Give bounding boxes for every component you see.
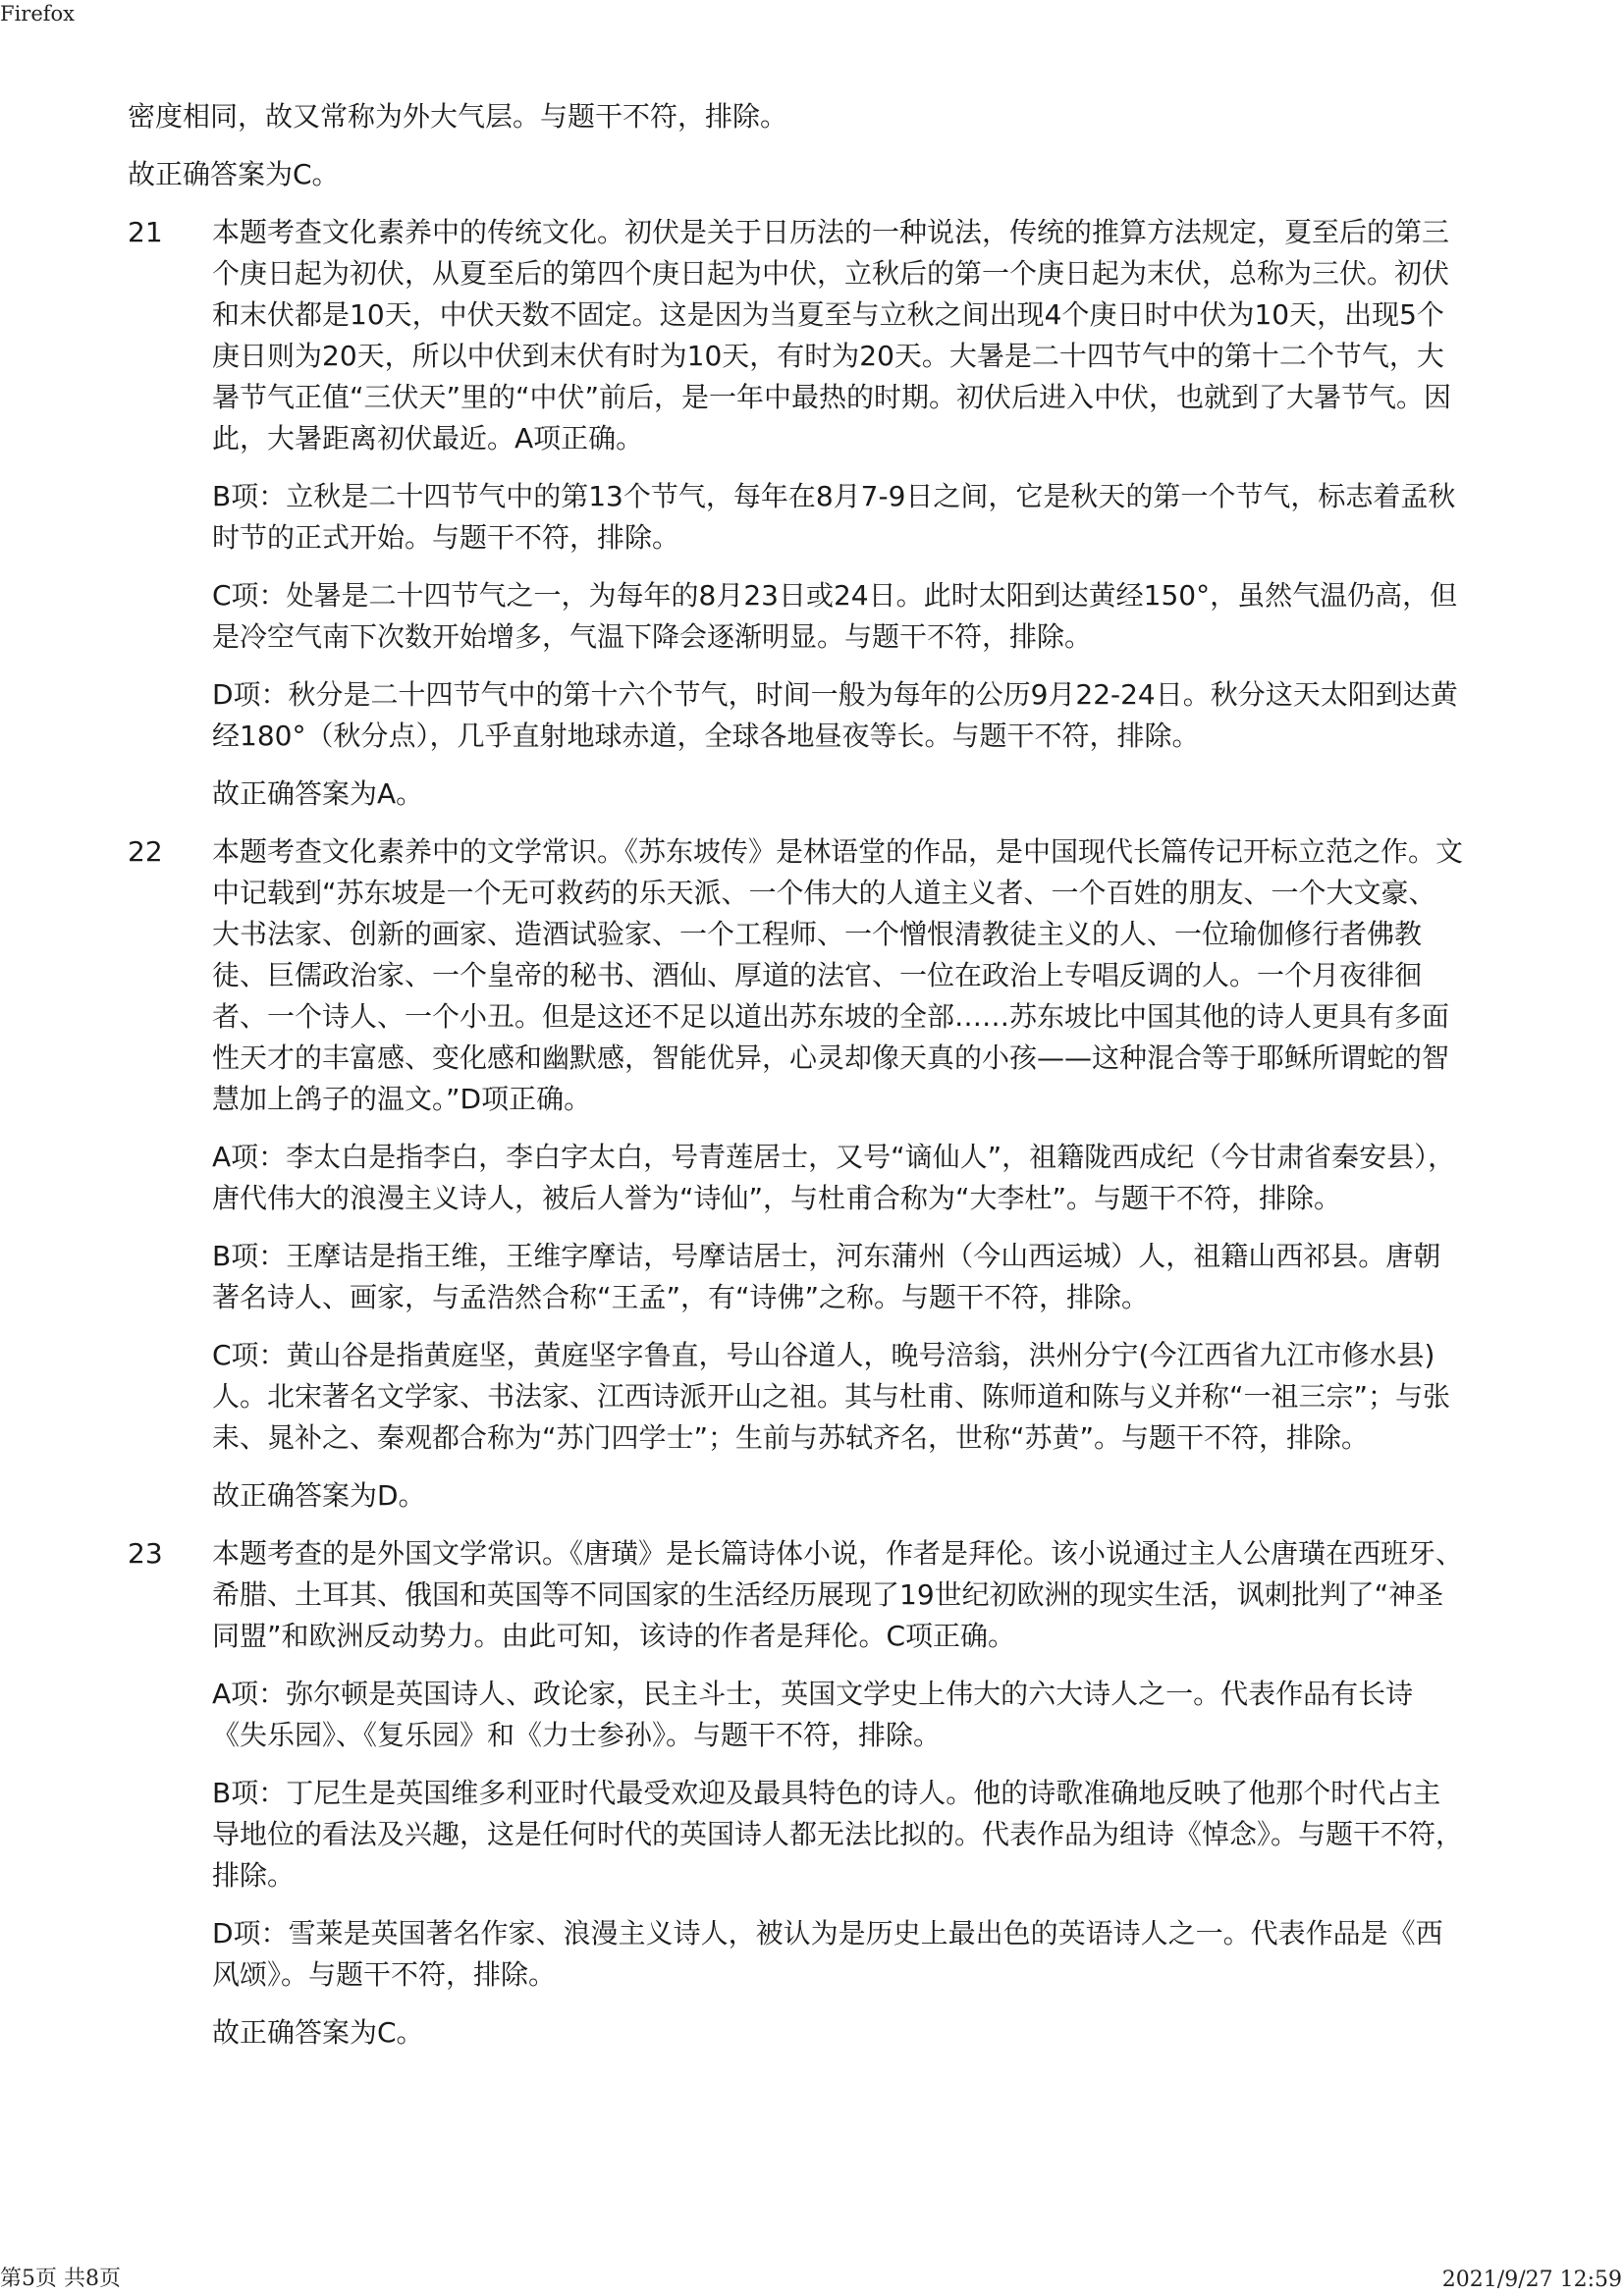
option-b-paragraph: B项：立秋是二十四节气中的第13个节气，每年在8月7-9日之间，它是秋天的第一个节气，标志着孟秋时节的正式开始。与题干不符，排除。: [212, 480, 1456, 554]
question-21: [128, 212, 1463, 831]
question-22: [128, 831, 1463, 1533]
option-b-paragraph: B项：王摩诘是指王维，王维字摩诘，号摩诘居士，河东蒲州（今山西运城）人，祖籍山西祁县。唐朝著名诗人、画家，与孟浩然合称“王孟”，有“诗佛”之称。与题干不符，排除。: [212, 1240, 1441, 1313]
question-number: 21: [128, 216, 163, 248]
page-number: 第5页 共8页: [0, 2267, 121, 2291]
option-c-paragraph: C项：黄山谷是指黄庭坚，黄庭坚字鲁直，号山谷道人，晚号涪翁，洪州分宁(今江西省九江市修水县)人。北宋著名文学家、书法家、江西诗派开山之祖。其与杜甫、陈师道和陈与义并称“一祖三宗”；与张耒、晁补之、秦观都合称为“苏门四学士”；生前与苏轼齐名，世称“苏黄”。与题干不符，排除。: [212, 1339, 1451, 1454]
question-body: [212, 831, 1463, 1533]
answer-paragraph: 故正确答案为D。: [212, 1479, 426, 1512]
explanation-paragraph: 本题考查的是外国文学常识。《唐璜》是长篇诗体小说，作者是拜伦。该小说通过主人公唐璜在西班牙、希腊、土耳其、俄国和英国等不同国家的生活经历展现了19世纪初欧洲的现实生活，讽刺批判了“神圣同盟”和欧洲反动势力。由此可知，该诗的作者是拜伦。C项正确。: [212, 1537, 1464, 1652]
option-c-paragraph: C项：处暑是二十四节气之一，为每年的8月23日或24日。此时太阳到达黄经150°，虽然气温仍高，但是冷空气南下次数开始增多，气温下降会逐渐明显。与题干不符，排除。: [212, 579, 1458, 653]
answer-paragraph: 故正确答案为A。: [212, 777, 424, 810]
option-d-paragraph: D项：雪莱是英国著名作家、浪漫主义诗人，被认为是历史上最出色的英语诗人之一。代表作品是《西风颂》。与题干不符，排除。: [212, 1917, 1443, 1991]
question-number: 23: [128, 1537, 163, 1570]
document-content: [128, 96, 1463, 2070]
option-a-paragraph: A项：李太白是指李白，李白字太白，号青莲居士，又号“谪仙人”，祖籍陇西成纪（今甘肃省秦安县），唐代伟大的浪漫主义诗人，被后人誉为“诗仙”，与杜甫合称为“大李杜”。与题干不符，排除。: [212, 1141, 1456, 1214]
question-number: 22: [128, 835, 163, 868]
browser-title: Firefox: [0, 2, 76, 26]
print-timestamp: 2021/9/27 12:59: [1441, 2268, 1622, 2292]
answer-paragraph: 故正确答案为C。: [212, 2016, 424, 2049]
intro-answer: 故正确答案为C。: [128, 158, 340, 190]
question-body: [212, 1533, 1463, 2070]
question-23: [128, 1533, 1463, 2070]
explanation-paragraph: 本题考查文化素养中的文学常识。《苏东坡传》是林语堂的作品，是中国现代长篇传记开标立范之作。文中记载到“苏东坡是一个无可救药的乐天派、一个伟大的人道主义者、一个百姓的朋友、一个大文豪、大书法家、创新的画家、造酒试验家、一个工程师、一个憎恨清教徒主义的人、一位瑜伽修行者佛教徒、巨儒政治家、一个皇帝的秘书、酒仙、厚道的法官、一位在政治上专唱反调的人。一个月夜徘徊者、一个诗人、一个小丑。但是这还不足以道出苏东坡的全部……苏东坡比中国其他的诗人更具有多面性天才的丰富感、变化感和幽默感，智能优异，心灵却像天真的小孩——这种混合等于耶稣所谓蛇的智慧加上鸽子的温文。”D项正确。: [212, 835, 1464, 1115]
option-a-paragraph: A项：弥尔顿是英国诗人、政论家，民主斗士，英国文学史上伟大的六大诗人之一。代表作品有长诗《失乐园》、《复乐园》和《力士参孙》。与题干不符，排除。: [212, 1678, 1414, 1751]
option-b-paragraph: B项：丁尼生是英国维多利亚时代最受欢迎及最具特色的诗人。他的诗歌准确地反映了他那个时代占主导地位的看法及兴趣，这是任何时代的英国诗人都无法比拟的。代表作品为组诗《悼念》。与题干不符，排除。: [212, 1777, 1464, 1892]
explanation-paragraph: 本题考查文化素养中的传统文化。初伏是关于日历法的一种说法，传统的推算方法规定，夏至后的第三个庚日起为初伏，从夏至后的第四个庚日起为中伏，立秋后的第一个庚日起为末伏，总称为三伏。初伏和末伏都是10天，中伏天数不固定。这是因为当夏至与立秋之间出现4个庚日时中伏为10天，出现5个庚日则为20天，所以中伏到末伏有时为10天，有时为20天。大暑是二十四节气中的第十二个节气，大暑节气正值“三伏天”里的“中伏”前后，是一年中最热的时期。初伏后进入中伏，也就到了大暑节气。因此，大暑距离初伏最近。A项正确。: [212, 216, 1452, 454]
intro-paragraph: 密度相同，故又常称为外大气层。与题干不符，排除。: [128, 100, 788, 133]
question-body: [212, 212, 1463, 831]
option-d-paragraph: D项：秋分是二十四节气中的第十六个节气，时间一般为每年的公历9月22-24日。秋分这天太阳到达黄经180°（秋分点），几乎直射地球赤道，全球各地昼夜等长。与题干不符，排除。: [212, 678, 1458, 752]
